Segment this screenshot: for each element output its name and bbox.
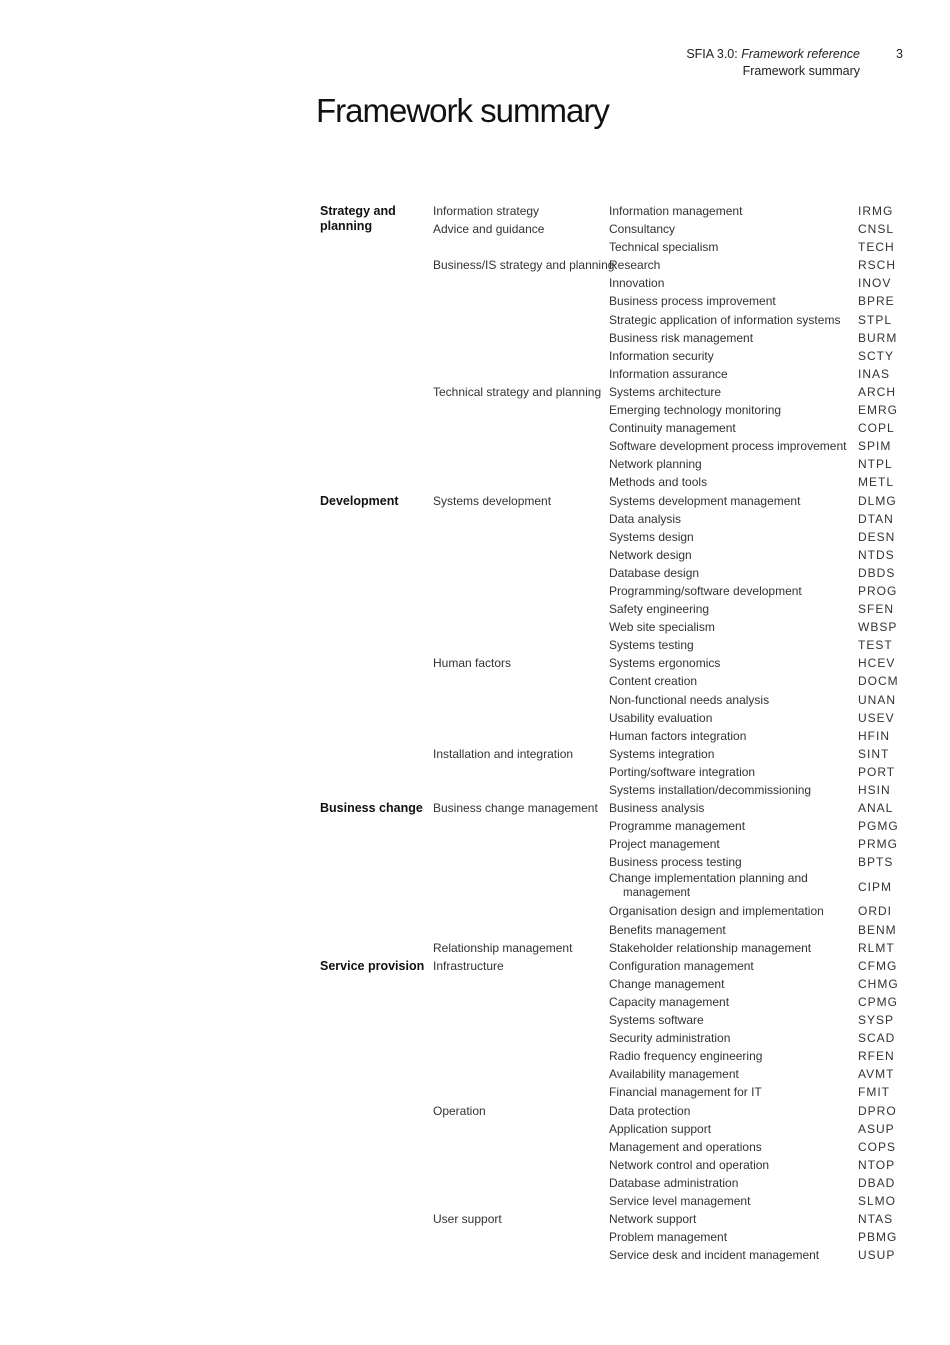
subcategory-label: Technical strategy and planning xyxy=(433,384,602,399)
skill-code: DBDS xyxy=(858,565,896,580)
skill-name: Financial management for IT xyxy=(609,1085,762,1100)
table-row xyxy=(0,902,950,920)
table-row xyxy=(0,401,950,419)
skill-code: CPMG xyxy=(858,994,898,1009)
skill-name: Network planning xyxy=(609,457,702,472)
table-row xyxy=(0,835,950,853)
skill-name: Application support xyxy=(609,1121,712,1136)
category-label: Strategy and planning xyxy=(320,204,396,233)
table-row xyxy=(0,292,950,310)
skill-code: COPL xyxy=(858,421,895,436)
table-row xyxy=(0,993,950,1011)
skill-name: Radio frequency engineering xyxy=(609,1049,763,1064)
table-row xyxy=(0,853,950,871)
table-row xyxy=(0,437,950,455)
skill-name: Programming/software development xyxy=(609,583,802,598)
table-row xyxy=(0,1011,950,1029)
table-row xyxy=(0,636,950,654)
table-row xyxy=(0,1138,950,1156)
skill-code: ARCH xyxy=(858,384,897,399)
skill-name: Research xyxy=(609,258,661,273)
skill-name: Systems design xyxy=(609,529,694,544)
skill-code: CIPM xyxy=(858,880,892,895)
skill-code: RSCH xyxy=(858,258,897,273)
skill-name: Systems software xyxy=(609,1013,704,1028)
table-row xyxy=(0,1246,950,1264)
subcategory-label: Advice and guidance xyxy=(433,222,545,237)
skill-code: FMIT xyxy=(858,1085,890,1100)
header-doc-prefix: SFIA 3.0: xyxy=(686,47,742,61)
table-row xyxy=(0,957,950,975)
skill-code: INOV xyxy=(858,276,892,291)
skill-name: Innovation xyxy=(609,276,665,291)
table-row xyxy=(0,600,950,618)
skill-code: COPS xyxy=(858,1139,897,1154)
table-row xyxy=(0,473,950,491)
skill-code: USEV xyxy=(858,710,895,725)
skill-name: Systems installation/decommissioning xyxy=(609,783,812,797)
skill-name: Management and operations xyxy=(609,1139,762,1154)
skill-name: Change management xyxy=(609,976,725,991)
table-row xyxy=(0,691,950,709)
skill-name: Capacity management xyxy=(609,994,730,1009)
skill-name: Systems architecture xyxy=(609,384,722,399)
table-row xyxy=(0,618,950,636)
skill-name: Stakeholder relationship management xyxy=(609,940,812,955)
skill-name: Systems ergonomics xyxy=(609,656,721,671)
skill-name: Network support xyxy=(609,1212,697,1227)
header-doc-line xyxy=(686,46,860,63)
subcategory-label: User support xyxy=(433,1212,502,1227)
skill-name: Database administration xyxy=(609,1175,739,1190)
skill-code: DPRO xyxy=(858,1103,897,1118)
category-label: Business change xyxy=(320,801,423,816)
skill-code: NTOP xyxy=(858,1157,896,1172)
table-row xyxy=(0,1210,950,1228)
skill-name: Configuration management xyxy=(609,958,754,973)
skill-name: Service desk and incident management xyxy=(609,1248,820,1263)
skill-name: Business process improvement xyxy=(609,294,776,309)
skill-code: DESN xyxy=(858,529,896,544)
table-row xyxy=(0,745,950,763)
skill-name: Availability management xyxy=(609,1067,739,1082)
table-row xyxy=(0,1065,950,1083)
skill-name: Information management xyxy=(609,204,743,218)
header-doc-title: Framework reference xyxy=(741,47,860,61)
skill-name: Systems development management xyxy=(609,493,801,508)
table-row xyxy=(0,921,950,939)
skill-name: Security administration xyxy=(609,1031,731,1046)
skill-name: Web site specialism xyxy=(609,620,715,635)
table-row xyxy=(0,383,950,401)
header-section: Framework summary xyxy=(742,64,860,78)
skill-code: NTAS xyxy=(858,1212,894,1227)
table-row xyxy=(0,727,950,745)
skill-name: Systems integration xyxy=(609,746,715,761)
running-header xyxy=(686,46,860,80)
table-row xyxy=(0,455,950,473)
skill-name: Safety engineering xyxy=(609,602,710,617)
skill-name: Information assurance xyxy=(609,366,728,381)
table-row xyxy=(0,817,950,835)
skill-name: Consultancy xyxy=(609,222,676,237)
skill-code: AVMT xyxy=(858,1067,895,1082)
skill-code: NTPL xyxy=(858,457,893,472)
skill-name: Information security xyxy=(609,348,714,363)
skill-code: PROG xyxy=(858,583,898,598)
skill-code: ASUP xyxy=(858,1121,895,1136)
skill-name: Human factors integration xyxy=(609,728,747,743)
skill-name: Database design xyxy=(609,565,700,580)
skill-code: DOCM xyxy=(858,674,899,689)
skill-code: ORDI xyxy=(858,904,892,919)
skill-name: Benefits management xyxy=(609,922,726,937)
table-row xyxy=(0,492,950,510)
skill-code: EMRG xyxy=(858,403,898,418)
skill-name: Strategic application of information systems xyxy=(609,312,841,327)
skill-name: Technical specialism xyxy=(609,240,719,255)
skill-name: Systems testing xyxy=(609,638,694,653)
subcategory-label: Operation xyxy=(433,1103,486,1118)
table-row xyxy=(0,419,950,437)
skill-code: RFEN xyxy=(858,1049,895,1064)
table-row xyxy=(0,256,950,274)
skill-name: Emerging technology monitoring xyxy=(609,403,782,418)
table-row xyxy=(0,654,950,672)
skill-code: NTDS xyxy=(858,547,895,562)
skill-name: Network design xyxy=(609,547,692,562)
skill-name: Organisation design and implementation xyxy=(609,904,824,919)
skill-code: IRMG xyxy=(858,204,894,218)
table-row xyxy=(0,672,950,690)
table-row xyxy=(0,311,950,329)
skill-code: SFEN xyxy=(858,602,895,617)
skill-code: INAS xyxy=(858,366,891,381)
skill-name: Continuity management xyxy=(609,421,736,436)
skill-code: SCAD xyxy=(858,1031,896,1046)
table-row xyxy=(0,1083,950,1101)
subcategory-label: Human factors xyxy=(433,656,512,671)
table-row xyxy=(0,274,950,292)
table-row xyxy=(0,238,950,256)
skill-name: Methods and tools xyxy=(609,475,708,490)
table-row xyxy=(0,1120,950,1138)
subcategory-label: Business/IS strategy and planning xyxy=(433,258,615,273)
skill-name: Business analysis xyxy=(609,801,705,816)
skill-code: SPIM xyxy=(858,439,892,454)
skill-code: UNAN xyxy=(858,692,897,707)
skill-code: SLMO xyxy=(858,1193,897,1208)
skill-code: CFMG xyxy=(858,958,898,973)
skill-name: Programme management xyxy=(609,819,746,834)
table-row xyxy=(0,939,950,957)
skill-code: TEST xyxy=(858,638,893,653)
table-row xyxy=(0,329,950,347)
skill-name: Service level management xyxy=(609,1193,751,1208)
skill-code: BURM xyxy=(858,330,898,345)
page-number: 3 xyxy=(896,47,903,61)
skill-name: Network control and operation xyxy=(609,1157,770,1172)
skill-code: METL xyxy=(858,475,895,490)
skill-name-continued: management xyxy=(623,887,691,900)
skill-name: Project management xyxy=(609,837,720,852)
skill-code: DTAN xyxy=(858,511,894,526)
subcategory-label: Relationship management xyxy=(433,940,573,955)
table-row xyxy=(0,975,950,993)
skill-code: DBAD xyxy=(858,1175,896,1190)
skill-code: CHMG xyxy=(858,976,899,991)
skill-code: PORT xyxy=(858,764,896,779)
skill-name: Porting/software integration xyxy=(609,764,756,779)
skill-code: STPL xyxy=(858,312,893,327)
subcategory-label: Systems development xyxy=(433,493,552,508)
skill-code: SCTY xyxy=(858,348,895,363)
table-row xyxy=(0,763,950,781)
skill-code: RLMT xyxy=(858,940,895,955)
skill-code: TECH xyxy=(858,240,895,255)
table-row xyxy=(0,546,950,564)
skill-code: HFIN xyxy=(858,728,890,743)
table-row xyxy=(0,365,950,383)
table-row xyxy=(0,528,950,546)
skill-code: WBSP xyxy=(858,620,898,635)
skill-code: BPTS xyxy=(858,855,894,870)
table-row xyxy=(0,582,950,600)
table-row xyxy=(0,347,950,365)
subcategory-label: Business change management xyxy=(433,801,598,816)
subcategory-label: Infrastructure xyxy=(433,958,504,973)
skill-name: Business process testing xyxy=(609,855,742,870)
skill-code: ANAL xyxy=(858,801,894,816)
table-row xyxy=(0,1029,950,1047)
skill-code: BENM xyxy=(858,922,897,937)
skill-name: Usability evaluation xyxy=(609,710,713,725)
table-row xyxy=(0,510,950,528)
skill-name: Problem management xyxy=(609,1230,728,1245)
skill-code: HSIN xyxy=(858,783,891,797)
table-row xyxy=(0,564,950,582)
skill-code: BPRE xyxy=(858,294,895,309)
table-row xyxy=(0,1047,950,1065)
table-row xyxy=(0,220,950,238)
table-row xyxy=(0,1192,950,1210)
skill-code: PBMG xyxy=(858,1230,898,1245)
skill-code: USUP xyxy=(858,1248,896,1263)
table-row xyxy=(0,781,950,799)
skill-code: CNSL xyxy=(858,222,895,237)
subcategory-label: Information strategy xyxy=(433,204,540,218)
table-row xyxy=(0,1228,950,1246)
skill-code: PRMG xyxy=(858,837,898,852)
page-title: Framework summary xyxy=(316,92,609,129)
skill-code: SINT xyxy=(858,746,890,761)
skill-code: DLMG xyxy=(858,493,897,508)
table-row xyxy=(0,709,950,727)
skill-name: Change implementation planning and management xyxy=(609,871,849,901)
table-row xyxy=(0,799,950,817)
table-row xyxy=(0,871,950,902)
table-row xyxy=(0,1156,950,1174)
skill-name: Data protection xyxy=(609,1103,691,1118)
framework-summary-table xyxy=(0,202,950,1264)
category-label: Development xyxy=(320,493,399,508)
skill-code: SYSP xyxy=(858,1013,895,1028)
skill-name: Business risk management xyxy=(609,330,754,345)
table-row xyxy=(0,1102,950,1120)
skill-code: PGMG xyxy=(858,819,899,834)
skill-name: Non-functional needs analysis xyxy=(609,692,770,707)
skill-name: Software development process improvement xyxy=(609,439,847,454)
category-label: Service provision xyxy=(320,958,425,973)
skill-name: Content creation xyxy=(609,674,698,689)
skill-name: Data analysis xyxy=(609,511,682,526)
subcategory-label: Installation and integration xyxy=(433,746,574,761)
skill-code: HCEV xyxy=(858,656,896,671)
table-row xyxy=(0,1174,950,1192)
